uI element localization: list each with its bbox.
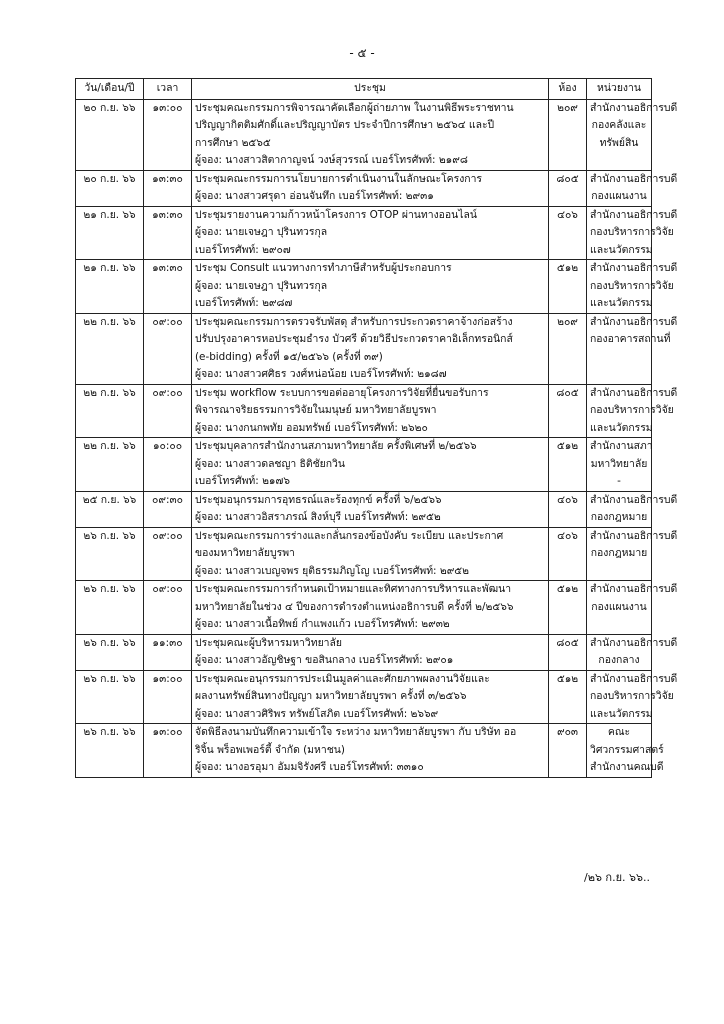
meeting-line: ผู้จอง: นายเจษฎา ปุรินทวรกุล: [195, 279, 328, 292]
cell-room: ๔๐๖: [549, 491, 587, 527]
cell-date: ๒๑ ก.ย. ๖๖: [76, 260, 144, 314]
unit-line: กองบริหารการวิจัย: [590, 404, 674, 416]
unit-line: กองบริหารการวิจัย: [590, 279, 674, 292]
cell-date: ๒๖ ก.ย. ๖๖: [76, 634, 144, 670]
cell-meeting: [192, 99, 549, 170]
cell-unit: [587, 206, 678, 260]
table-row: [76, 313, 652, 384]
table-row: [76, 170, 652, 206]
table-row: [76, 384, 652, 438]
cell-meeting: [192, 170, 549, 206]
table-row: [76, 438, 652, 492]
cell-meeting: [192, 206, 549, 260]
cell-unit: [587, 438, 652, 492]
unit-line: วิศวกรรมศาสตร์: [590, 743, 664, 756]
unit-line: และนวัตกรรม: [590, 421, 653, 434]
cell-time: ๐๙:๓๐: [144, 491, 192, 527]
header-room: ห้อง: [549, 79, 587, 100]
unit-line: สำนักงานสภา: [590, 440, 653, 452]
unit-line: สำนักงานอธิการบดี: [590, 672, 678, 685]
cell-date: ๒๖ ก.ย. ๖๖: [76, 670, 144, 724]
meeting-line: การศึกษา ๒๕๖๕: [195, 136, 271, 149]
header-unit: หน่วยงาน: [587, 79, 652, 100]
unit-line: สำนักงานอธิการบดี: [590, 262, 678, 274]
cell-date: ๒๐ ก.ย. ๖๖: [76, 170, 144, 206]
cell-meeting: [192, 670, 549, 724]
unit-line: สำนักงานอธิการบดี: [590, 315, 678, 328]
cell-unit: [587, 260, 678, 314]
meeting-line: ของมหาวิทยาลัยบูรพา: [195, 547, 295, 559]
unit-line: กองกลาง: [598, 654, 640, 666]
meeting-line: ปรับปรุงอาคารหอประชุมธำรง บัวศรี ด้วยวิธีประกวดราคาอิเล็กทรอนิกส์: [195, 333, 513, 345]
meeting-line: พิจารณาจริยธรรมการวิจัยในมนุษย์ มหาวิทยาลัยบูรพา: [195, 404, 437, 416]
meeting-line: มหาวิทยาลัยในช่วง ๔ ปีของการดำรงตำแหน่งอธิการบดี ครั้งที่ ๒/๒๕๖๖: [195, 600, 514, 613]
meeting-line: ประชุมคณะกรรมการนโยบายการดำเนินงานในลักษณะโครงการ: [195, 172, 482, 185]
unit-line: กองแผนงาน: [591, 190, 647, 202]
cell-time: ๑๓:๓๐: [144, 206, 192, 260]
cell-room: ๕๑๒: [549, 670, 587, 724]
cell-time: ๑๓:๐๐: [144, 670, 192, 724]
meeting-line: ผู้จอง: นางอรอุมา อัมมจิรังศรี เบอร์โทรศัพท์: ๓๓๑๐: [195, 761, 424, 773]
cell-meeting: [192, 313, 549, 384]
unit-line: และนวัตกรรม: [590, 297, 653, 309]
cell-room: ๒๐๙: [549, 99, 587, 170]
cell-date: ๒๒ ก.ย. ๖๖: [76, 313, 144, 384]
unit-line: สำนักงานอธิการบดี: [590, 583, 678, 595]
cell-time: ๑๐:๐๐: [144, 438, 192, 492]
cell-unit: [587, 581, 678, 635]
cell-unit: [587, 313, 678, 384]
cell-date: ๒๑ ก.ย. ๖๖: [76, 206, 144, 260]
table-body: [76, 99, 678, 777]
meeting-line: ประชุม workflow ระบบการขอต่ออายุโครงการวิจัยที่ยื่นขอรับการ: [195, 386, 489, 399]
cell-unit: [587, 491, 678, 527]
cell-unit: [587, 724, 664, 778]
unit-line: และนวัตกรรม: [590, 707, 653, 720]
meeting-line: ริจิ้น พร็อพเพอร์ตี้ จำกัด (มหาชน): [195, 743, 345, 756]
cell-meeting: [192, 634, 549, 670]
unit-line: และนวัตกรรม: [590, 243, 653, 256]
cell-unit: [587, 99, 678, 170]
cell-room: ๕๑๒: [549, 438, 587, 492]
table-row: [76, 491, 652, 527]
cell-time: ๐๙:๐๐: [144, 384, 192, 438]
meeting-schedule-table: [75, 78, 678, 778]
meeting-line: จัดพิธีลงนามบันทึกความเข้าใจ ระหว่าง มหาวิทยาลัยบูรพา กับ บริษัท ออ: [195, 726, 517, 738]
cell-date: ๒๒ ก.ย. ๖๖: [76, 438, 144, 492]
meeting-line: ประชุมคณะกรรมการตรวจรับพัสดุ สำหรับการประกวดราคาจ้างก่อสร้าง: [195, 315, 513, 328]
cell-date: ๒๖ ก.ย. ๖๖: [76, 527, 144, 581]
cell-room: ๔๐๖: [549, 527, 587, 581]
unit-line: กองคลังและ: [591, 119, 647, 131]
unit-line: สำนักงานอธิการบดี: [590, 529, 678, 542]
cell-meeting: [192, 438, 549, 492]
cell-date: ๒๖ ก.ย. ๖๖: [76, 581, 144, 635]
unit-line: -: [617, 475, 621, 487]
unit-line: สำนักงานอธิการบดี: [590, 208, 678, 221]
meeting-line: ประชุมคณะผู้บริหารมหาวิทยาลัย: [195, 636, 342, 649]
unit-line: สำนักงานอธิการบดี: [590, 636, 678, 649]
meeting-line: ผู้จอง: นางสาวสิตากาญจน์ วงษ์สุวรรณ์ เบอร์โทรศัพท์: ๒๑๙๘: [195, 154, 468, 166]
header-date: วัน/เดือน/ปี: [76, 79, 144, 100]
header-time: เวลา: [144, 79, 192, 100]
cell-time: ๑๓:๓๐: [144, 170, 192, 206]
meeting-line: ประชุมรายงานความก้าวหน้าโครงการ OTOP ผ่านทางออนไลน์: [195, 208, 477, 221]
meeting-line: ประชุมคณะอนุกรรมการประเมินมูลค่าและศักยภาพผลงานวิจัยและ: [195, 672, 490, 685]
meeting-line: เบอร์โทรศัพท์: ๒๙๐๗: [195, 243, 291, 256]
unit-line: ทรัพย์สิน: [599, 136, 639, 149]
unit-line: มหาวิทยาลัย: [590, 457, 648, 470]
unit-line: กองแผนงาน: [591, 600, 647, 613]
page-number: - ๕ -: [349, 46, 375, 60]
cell-room: ๕๑๒: [549, 581, 587, 635]
cell-room: ๙๐๓: [549, 724, 587, 778]
cell-date: ๒๕ ก.ย. ๖๖: [76, 491, 144, 527]
meeting-line: ผู้จอง: นายเจษฎา ปุรินทวรกุล: [195, 226, 328, 238]
cell-time: ๐๙:๐๐: [144, 581, 192, 635]
cell-meeting: [192, 491, 549, 527]
cell-date: ๒๖ ก.ย. ๖๖: [76, 724, 144, 778]
cell-room: ๘๐๕: [549, 634, 587, 670]
unit-line: กองบริหารการวิจัย: [590, 226, 674, 238]
table-header-row: [76, 79, 652, 100]
meeting-line: ประชุมอนุกรรมการอุทธรณ์และร้องทุกข์ ครั้งที่ ๖/๒๕๖๖: [195, 493, 442, 506]
cell-date: ๒๒ ก.ย. ๖๖: [76, 384, 144, 438]
cell-meeting: [192, 260, 549, 314]
table-row: [76, 206, 652, 260]
cell-room: ๕๑๒: [549, 260, 587, 314]
header-meeting: ประชุม: [192, 79, 549, 100]
meeting-line: ผู้จอง: นางสาวอิสราภรณ์ สิงห์บุรี เบอร์โทรศัพท์: ๒๙๕๒: [195, 511, 441, 523]
cell-time: ๑๑:๓๐: [144, 634, 192, 670]
unit-line: สำนักงานอธิการบดี: [590, 386, 678, 399]
table-row: [76, 260, 652, 314]
cell-room: ๔๐๖: [549, 206, 587, 260]
meeting-line: (e-bidding) ครั้งที่ ๑๕/๒๕๖๖ (ครั้งที่ ๓๙): [195, 350, 383, 363]
meeting-line: ผู้จอง: นางสาวศรุดา อ่อนจันทึก เบอร์โทรศัพท์: ๒๙๓๑: [195, 190, 434, 202]
cell-unit: [587, 384, 678, 438]
cell-meeting: [192, 724, 549, 778]
meeting-line: ผู้จอง: นางสาวศิริพร ทรัพย์โสภิต เบอร์โทรศัพท์: ๒๖๖๙: [195, 707, 439, 720]
meeting-line: ผู้จอง: นางสาวดลชญา ธิติชัยกวิน: [195, 457, 345, 470]
unit-line: สำนักงานคณบดี: [590, 761, 664, 773]
meeting-line: ประชุมคณะกรรมการกำหนดเป้าหมายและทิศทางการบริหารและพัฒนา: [195, 583, 512, 595]
cell-time: ๑๓:๓๐: [144, 260, 192, 314]
cell-unit: [587, 527, 678, 581]
cell-time: ๐๙:๐๐: [144, 527, 192, 581]
meeting-line: ประชุมคณะกรรมการร่างและกลั่นกรองข้อบังคับ ระเบียบ และประกาศ: [195, 529, 504, 542]
cell-unit: [587, 634, 678, 670]
cell-unit: [587, 170, 678, 206]
meeting-line: ประชุมบุคลากรสำนักงานสภามหาวิทยาลัย ครั้งพิเศษที่ ๒/๒๕๖๖: [195, 440, 477, 452]
cell-unit: [587, 670, 678, 724]
meeting-line: ประชุมคณะกรรมการพิจารณาคัดเลือกผู้ถ่ายภาพ ในงานพิธีพระราชทาน: [195, 101, 514, 114]
cell-meeting: [192, 384, 549, 438]
meeting-line: ผู้จอง: นางสาวอัญชิษฐา ขอสินกลาง เบอร์โทรศัพท์: ๒๙๐๑: [195, 654, 454, 666]
meeting-line: ผู้จอง: นางสาวเนื้อทิพย์ กำแพงแก้ว เบอร์โทรศัพท์: ๒๙๓๒: [195, 618, 450, 630]
unit-line: กองบริหารการวิจัย: [590, 690, 674, 702]
table-row: [76, 527, 652, 581]
meeting-line: ประชุม Consult แนวทางการทำภาษีสำหรับผู้ประกอบการ: [195, 262, 452, 274]
cell-time: ๑๓:๐๐: [144, 99, 192, 170]
cell-room: ๘๐๕: [549, 384, 587, 438]
unit-line: สำนักงานอธิการบดี: [590, 172, 678, 185]
unit-line: สำนักงานอธิการบดี: [590, 101, 678, 114]
meeting-line: ผู้จอง: นางสาวศศิธร วงศ์หน่อน้อย เบอร์โทรศัพท์: ๒๑๘๗: [195, 368, 447, 380]
cell-time: ๐๙:๐๐: [144, 313, 192, 384]
meeting-line: ผู้จอง: นางกนกพทัย ออมทรัพย์ เบอร์โทรศัพท์: ๒๖๒๐: [195, 421, 428, 434]
unit-line: สำนักงานอธิการบดี: [590, 493, 678, 506]
cell-time: ๑๓:๐๐: [144, 724, 192, 778]
cell-meeting: [192, 527, 549, 581]
meeting-line: ปริญญากิตติมศักดิ์และปริญญาบัตร ประจำปีการศึกษา ๒๕๖๔ และปี: [195, 119, 495, 131]
meeting-line: ผู้จอง: นางสาวเบญจพร ยุติธรรมภิญโญ เบอร์โทรศัพท์: ๒๙๕๒: [195, 564, 470, 577]
meeting-line: เบอร์โทรศัพท์: ๒๙๘๗: [195, 297, 293, 309]
footer-reference: /๒๖ ก.ย. ๖๖..: [584, 871, 650, 884]
table-row: [76, 634, 652, 670]
table-row: [76, 670, 652, 724]
meeting-line: ผลงานทรัพย์สินทางปัญญา มหาวิทยาลัยบูรพา ครั้งที่ ๓/๒๕๖๖: [195, 690, 467, 702]
cell-date: ๒๐ ก.ย. ๖๖: [76, 99, 144, 170]
table-row: [76, 99, 652, 170]
table-row: [76, 724, 652, 778]
cell-meeting: [192, 581, 549, 635]
unit-line: คณะ: [607, 726, 631, 738]
unit-line: กองกฎหมาย: [590, 547, 648, 559]
cell-room: ๘๐๕: [549, 170, 587, 206]
unit-line: กองกฎหมาย: [590, 511, 648, 523]
unit-line: กองอาคารสถานที่: [590, 333, 671, 345]
cell-room: ๒๐๙: [549, 313, 587, 384]
table-row: [76, 581, 652, 635]
meeting-line: เบอร์โทรศัพท์: ๒๑๗๖: [195, 475, 290, 487]
